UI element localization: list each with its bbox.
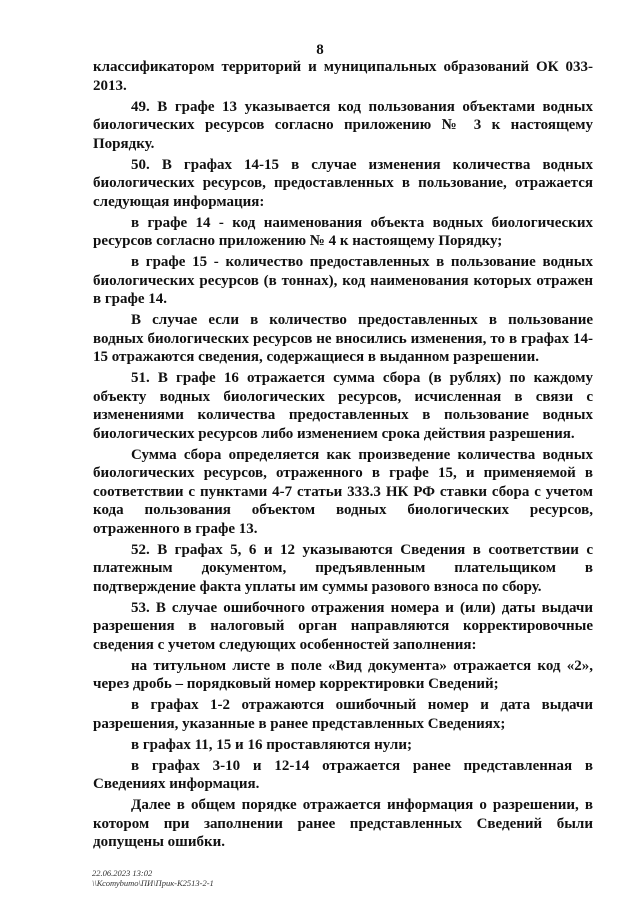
paragraph-50: 50. В графах 14-15 в случае изменения количества водных биологических ресурсов, предоставленных в пользование, отражается следующая информация: (93, 156, 593, 210)
paragraph-49: 49. В графе 13 указывается код пользования объектами водных биологических ресурсов согласно приложению № 3 к настоящему Порядку. (93, 98, 593, 152)
paragraph-50-no-changes: В случае если в количество предоставленных в пользование водных биологических ресурсов не вносились изменения, то в графах 14-15 отражаются сведения, содержащиеся в выданном разрешении. (93, 312, 593, 365)
paragraph-51: 51. В графе 16 отражается сумма сбора (в рублях) по каждому объекту водных биологических ресурсов, исчисленная в связи с изменениями количества предоставленных в пользование водных биологических ресурсов либо изменением срока действия разрешения. (93, 370, 593, 442)
paragraph-52: 52. В графах 5, 6 и 12 указываются Сведения в соответствии с платежным документом, предъявленным плательщиком в подтверждение факта уплаты им суммы разового взноса по сбору. (93, 541, 593, 595)
paragraph-51-calculation: Сумма сбора определяется как произведение количества водных биологических ресурсов, отраженного в графе 15, и применяемой в соответствии с пунктами 4-7 статьи 333.3 НК РФ ставки сбора с учетом кода пользования объектом водных биологических ресурсов, отраженного в графе 13. (93, 446, 593, 537)
paragraph-53-graphs-11-15-16: в графах 11, 15 и 16 проставляются нули; (131, 736, 412, 753)
paragraph-53-general-order: Далее в общем порядке отражается информация о разрешении, в котором при заполнении ранее представленных Сведений были допущены ошибки. (93, 797, 593, 850)
paragraph-50-graph-15: в графе 15 - количество предоставленных в пользование водных биологических ресурсов (в тоннах), код наименования которых отражен в графе 14. (93, 254, 593, 307)
document-body (93, 58, 593, 854)
footer-file-path: \\Ксотуbитo\ПИ\Прик-К2513-2-1 (92, 878, 214, 888)
paragraph-50-graph-14: в графе 14 - код наименования объекта водных биологических ресурсов согласно приложению № 4 к настоящему Порядку; (93, 214, 593, 249)
page-number: 8 (316, 42, 324, 58)
paragraph-53-title-page: на титульном листе в поле «Вид документа» отражается код «2», через дробь – порядковый номер корректировки Сведений; (93, 657, 593, 692)
footer-stamp (92, 868, 214, 888)
paragraph-53-graphs-1-2: в графах 1-2 отражаются ошибочный номер и дата выдачи разрешения, указанные в ранее представленных Сведениях; (93, 697, 593, 732)
paragraph-continuation: классификатором территорий и муниципальных образований ОК 033-2013. (93, 59, 593, 94)
paragraph-53-graphs-3-14: в графах 3-10 и 12-14 отражается ранее представленная в Сведениях информация. (93, 757, 593, 792)
paragraph-53: 53. В случае ошибочного отражения номера и (или) даты выдачи разрешения в налоговый орган направляются корректировочные сведения с учетом следующих особенностей заполнения: (93, 599, 593, 653)
footer-date: 22.06.2023 13:02 (92, 868, 153, 878)
